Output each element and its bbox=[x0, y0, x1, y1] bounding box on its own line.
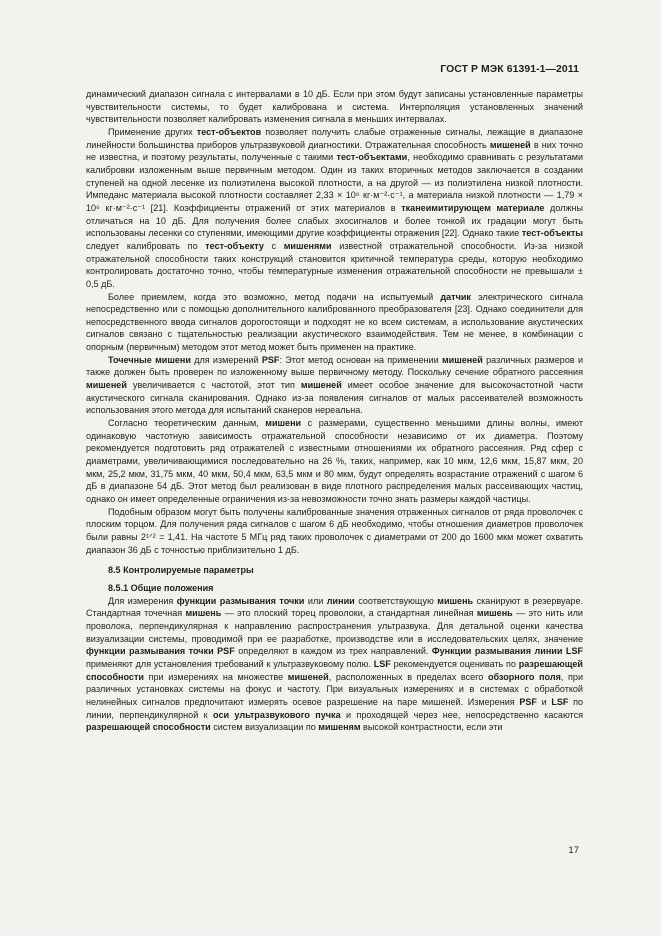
section-heading: 8.5 Контролируемые параметры bbox=[108, 565, 254, 576]
paragraph: Для измерения функции размывания точки или линии соответствующую мишень сканируют в резервуаре. Стандартная точечная мишень — это плоский торец проволоки, а стандартная линейная мишень — это нить или проволока, перпендикулярная к направлению распространения ультразвука. Для детальной оценки качества визуализации системы, проводимой при ее разработке, производстве или в исследовательских целях, значение функции размывания точки PSF определяют в каждом из трех направлений. Функции размывания линии LSF применяют для установления требований к ультразвуковому полю. LSF рекомендуется оценивать по разрешающей способности при измерениях на множестве мишеней, расположенных в пределах всего обзорного поля, при различных установках системы на фокус и частоту. При визуальных измерениях и в системах с обработкой нелинейных сигналов предпочитают измерять осевое разрешение на паре мишеней. Измерения PSF и LSF по линии, перпендикулярной к оси ультразвукового пучка и проходящей через нее, непосредственно касаются разрешающей способности систем визуализации по мишеням высокой контрастности, если эти bbox=[86, 595, 584, 733]
paragraph: Применение других тест-объектов позволяет получить слабые отраженные сигналы, лежащие в диапазоне линейности большинства приборов ультразвуковой диагностики. Отражательная способность мишеней в них точно не известна, и поэтому результаты, полученные с такими тест-объектами, необходимо сравнивать с результатами калибровки изложенным выше первичным методом. Один из таких вторичных методов заключается в создании ступеней на одной лесенке из полиэтилена высокой плотности, а на другой — из полиэтилена низкой плотности. Импеданс материала высокой плотности составляет 2,33 × 10⁶ кг·м⁻²·с⁻¹, а материала низкой плотности — 1,79 × 10⁶ кг·м⁻²·с⁻¹ [21]. Коэффициенты отражений от этих материалов в тканеимитирующем материале должны отличаться на 10 дБ. Для получения более слабых эхосигналов и более тонкой их градации могут быть использованы лесенки со ступенями, имеющими другие коэффициенты отражения [22]. Однако такие тест-объекты следует калибровать по тест-объекту с мишенями известной отражательной способности. Из-за низкой отражательной способности таких конструкций становится критичной температура среды, которую необходимо контролировать достаточно точно, чтобы температурные изменения отражательной способности не превышали ± 0,5 дБ. bbox=[86, 126, 584, 289]
subsection-heading: 8.5.1 Общие положения bbox=[108, 582, 214, 593]
paragraph: динамический диапазон сигнала с интервалами в 10 дБ. Если при этом будут записаны установленные параметры чувствительности системы, то будет калибрована и система. Интерполяция установленных значений чувствительности позволяет калибровать изменения сигнала в меньших интервалах. bbox=[86, 89, 583, 125]
paragraph: Более приемлем, когда это возможно, метод подачи на испытуемый датчик электрического сигнала непосредственно или с помощью дополнительного калиброванного преобразователя [23]. Однако соединители для непосредственного ввода сигналов дорогостоящи и подходят не ко всем системам, а использование акустических сигналов связано с тщательностью реализации акустического взаимодействия. Тем не менее, в комбинации с опорным (первичным) методом этот метод может быть применен на практике. bbox=[86, 291, 584, 353]
document-body bbox=[86, 88, 583, 734]
document-header: ГОСТ Р МЭК 61391-1—2011 bbox=[440, 64, 579, 75]
paragraph: Подобным образом могут быть получены калиброванные значения отраженных сигналов от ряда проволочек с плоским торцом. Для получения ряда сигналов с шагом 6 дБ необходимо, чтобы отношения диаметров проволочек были равны 2¹ᐟ² = 1,41. На частоте 5 МГц ряд таких проволочек с диаметрами от 200 до 1600 мкм может охватить диапазон 36 дБ с точностью приблизительно 1 дБ. bbox=[86, 506, 583, 555]
paragraph: Согласно теоретическим данным, мишени с размерами, существенно меньшими длины волны, имеют одинаковую частотную зависимость отражательной способности независимо от их диаметра. Поэтому рекомендуется подготовить ряд отражателей с известными отношениями их обратного рассеяния. Ряд сфер с диаметрами, увеличивающимися последовательно на 26 %, таких, например, как 10 мкм, 12,6 мкм, 15,87 мкм, 20 мкм, 25,2 мкм, 31,75 мкм, 40 мкм, 50,4 мкм, 63,5 мкм и 80 мкм, будут определять возрастание отражений с шагом 6 дБ в диапазоне 54 дБ. Этот метод был реализован в виде плотного распределения малых рассеивающих частиц, однако он имеет определенные ограничения из-за невозможности точно знать размеры каждой частицы. bbox=[86, 418, 583, 504]
page-number: 17 bbox=[568, 845, 579, 856]
paragraph: Точечные мишени для измерений PSF: Этот метод основан на применении мишеней различных размеров и также должен быть проверен по изложенному выше первичному методу. Поскольку сечение обратного рассеяния мишеней увеличивается с частотой, этот тип мишеней имеет особое значение для высокочастотной части акустического сигнала сканирования. Однако из-за появления сигналов от малых рассеивателей возможность использования этого метода для испытаний сканеров нереальна. bbox=[86, 354, 584, 416]
